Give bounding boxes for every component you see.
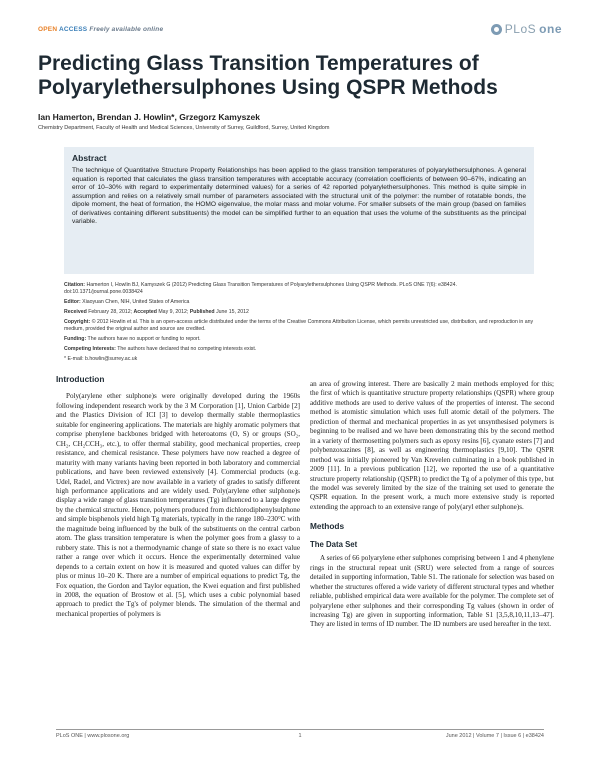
published-date: June 15, 2012 — [216, 308, 249, 315]
abstract-heading: Abstract — [72, 153, 107, 163]
editor-label: Editor: — [64, 298, 81, 305]
citation — [64, 282, 534, 296]
section-gap — [310, 512, 554, 522]
logo-one-text: one — [539, 22, 562, 36]
logo-plos-text: PLoS — [504, 22, 537, 36]
dates — [64, 309, 534, 316]
abstract-text: The technique of Quantitative Structure Property Relationships has been applied to the glass transition temperatures of polyarylethersulphones. A general equation is reported that calculates the glass transition temperatures with acceptable accuracy (correlation coefficients of between 90–67%, indicating an error of 10–30% with regard to experimentally determined values) for a series of 42 reported polyarylethersulphones. This method is quite simple in assumption and relies on a relatively small number of parameters associated with the structural unit of the polymer: the number of rotatable bonds, the dipole moment, the heat of formation, the HOMO eigenvalue, the molar mass and molar volume. For smaller subsets of the main group (based on families of derivatives containing different substituents) the model can be simplified further to an equation that uses the volume of the substituents as the principal variable. — [72, 167, 526, 226]
methods-paragraph: A series of 66 polyarylene ether sulphones comprising between 1 and 4 phenylene rings in the structural repeat unit (SRU) were selected from a range of sources detailed in supporting information, Table S1. The rationale for selection was based on whether the structures offered a wide variety of different structural types and whether reliable, published empirical data were available for the polymer. The complete set of polyarylene ether sulphones and their corresponding Tg values (shown in order of increasing Tg) are given in supporting information, Table S1 [3,5,8,10,11,13–47]. They are listed in terms of ID number. The ID numbers are used hereafter in the text. — [310, 554, 554, 629]
editor-text: Xiaoyuan Chen, NIH, United States of America — [82, 298, 190, 305]
accepted-label: Accepted — [133, 308, 157, 315]
received-date: February 28, 2012; — [88, 308, 133, 315]
abstract-box — [64, 147, 534, 274]
copyright-label: Copyright: — [64, 319, 91, 326]
footer-divider — [56, 729, 544, 730]
copyright — [64, 319, 534, 333]
received-label: Received — [64, 308, 87, 315]
footer-journal: PLoS ONE | www.plosone.org — [56, 733, 130, 739]
competing-interests — [64, 346, 534, 353]
corresponding-email: * E-mail: b.howlin@surrey.ac.uk — [64, 356, 138, 363]
intro-heading: Introduction — [56, 374, 105, 384]
page-footer — [56, 733, 544, 743]
competing-text: The authors have declared that no competing interests exist. — [117, 346, 257, 353]
published-label: Published — [189, 308, 215, 315]
oa-access-label: ACCESS — [59, 26, 88, 33]
body-column-left — [56, 375, 300, 619]
funding — [64, 336, 534, 343]
accepted-date: May 9, 2012; — [158, 308, 189, 315]
editor — [64, 299, 534, 306]
intro-paragraph: Poly(arylene ether sulphone)s were originally developed during the 1960s following independent research work by the 3 M Corporation [1], Union Carbide [2] and the Plastics Division of ICI [3] to develop thermally stable thermoplastics suitable for engineering applications. The materials are highly aromatic polymers that comprise phenylene backbones bridged with heteroatoms (O, S) or groups (SO₂, CH₂, CH₂CCH₃, etc.), to offer thermal stability, good mechanical properties, creep resistance, and chemical resistance. These polymers have now reached a degree of maturity with many variants having been reported in both laboratory and commercial publications, and have been reviewed extensively [4]. Commercial products (e.g. Udel, Radel, and Victrex) are now available in a variety of grades to satisfy different high performance applications and are widely used. Poly(arylene ether sulphone)s display a wide range of glass transition temperatures (Tg) influenced to a large degree by the chemical structure. Hence, polymers produced from dichlorodiphenylsulphone and simple bisphenols yield high Tg materials, typically in the range 180–230°C with the magnitude being influenced by the bulk of the substituents on the central carbon atom. The glass transition temperature is when the polymer goes from a glassy to a rubbery state. This is not a thermodynamic change of state so there is no exact value rather a range over which it occurs. Hence the experimentally determined value depends to a certain extent on how it is measured and quoted values can differ by plus or minus 10–20 K. There are a number of empirical equations to predict Tg, the Fox equation, the Gordon and Taylor equation, the Kwei equation and first published in 2008, the equation of Brostow et al. [5], which uses a cubic polynomial based approach to predict the Tg's of polymer blends. The simulation of the thermal and mechanical properties of polymers is — [56, 392, 300, 618]
oa-open-label: OPEN — [38, 26, 58, 33]
citation-text: Hamerton I, Howlin BJ, Kamyszek G (2012) Predicting Glass Transition Temperatures of Polyarylethersulphones Using QSPR Methods. PLoS ONE 7(6): e38424. doi:10.1371/journal.pone.0038424 — [64, 282, 457, 295]
body-column-right — [310, 380, 554, 630]
funding-label: Funding: — [64, 335, 87, 342]
page-number: 1 — [298, 733, 302, 739]
plos-one-logo — [491, 22, 562, 36]
article-title: Predicting Glass Transition Temperatures of Polyarylethersulphones Using QSPR Methods — [38, 52, 498, 99]
copyright-text: © 2012 Howlin et al. This is an open-access article distributed under the terms of the Creative Commons Attribution License, which permits unrestricted use, distribution, and reproduction in any medium, provided the original author and source are credited. — [64, 319, 534, 332]
article-metadata — [64, 282, 534, 366]
author-list: Ian Hamerton, Brendan J. Howlin*, Grzegorz Kamyszek — [38, 112, 261, 122]
citation-label: Citation: — [64, 282, 86, 288]
competing-label: Competing Interests: — [64, 346, 116, 353]
affiliation: Chemistry Department, Faculty of Health and Medical Sciences, University of Surrey, Guildford, Surrey, United Kingdom — [38, 125, 330, 131]
journal-header — [38, 24, 562, 40]
dataset-subheading: The Data Set — [310, 539, 358, 549]
open-access-badge — [38, 26, 163, 33]
methods-heading: Methods — [310, 521, 345, 532]
plos-logo-icon — [491, 24, 502, 35]
oa-free-label: Freely available online — [89, 26, 164, 33]
intro-continued-paragraph: an area of growing interest. There are basically 2 main methods employed for this; the first of which is quantitative structure property relationships (QSPR) where group additive methods are used to derive values of the properties of interest. The second method is atomistic simulation which uses full atomic detail of the polymers. The prediction of thermal and mechanical properties in as yet unsynthesised polymers is beginning to be realised and we have been demonstrating this by the second method in a variety of thermosetting polymers such as epoxy resins [6], cyanate esters [7] and polybenzoxazines [8], as well as engineering thermoplastics [9,10]. The QSPR method was initially pioneered by Van Krevelen culminating in a book published in 2009 [11]. In a previous publication [12], we reported the use of a quantitative structure property relationship (QSPR) to predict the Tg of a polymer of this type, but the model was severely limited by the size of the training set used to generate the QSPR equation. In the present work, a much more extensive study is reported extending the approach to an extensive range of poly(aryl ether sulphone)s. — [310, 380, 554, 511]
funding-text: The authors have no support or funding to report. — [87, 335, 201, 342]
footer-issue: June 2012 | Volume 7 | Issue 6 | e38424 — [445, 733, 544, 739]
